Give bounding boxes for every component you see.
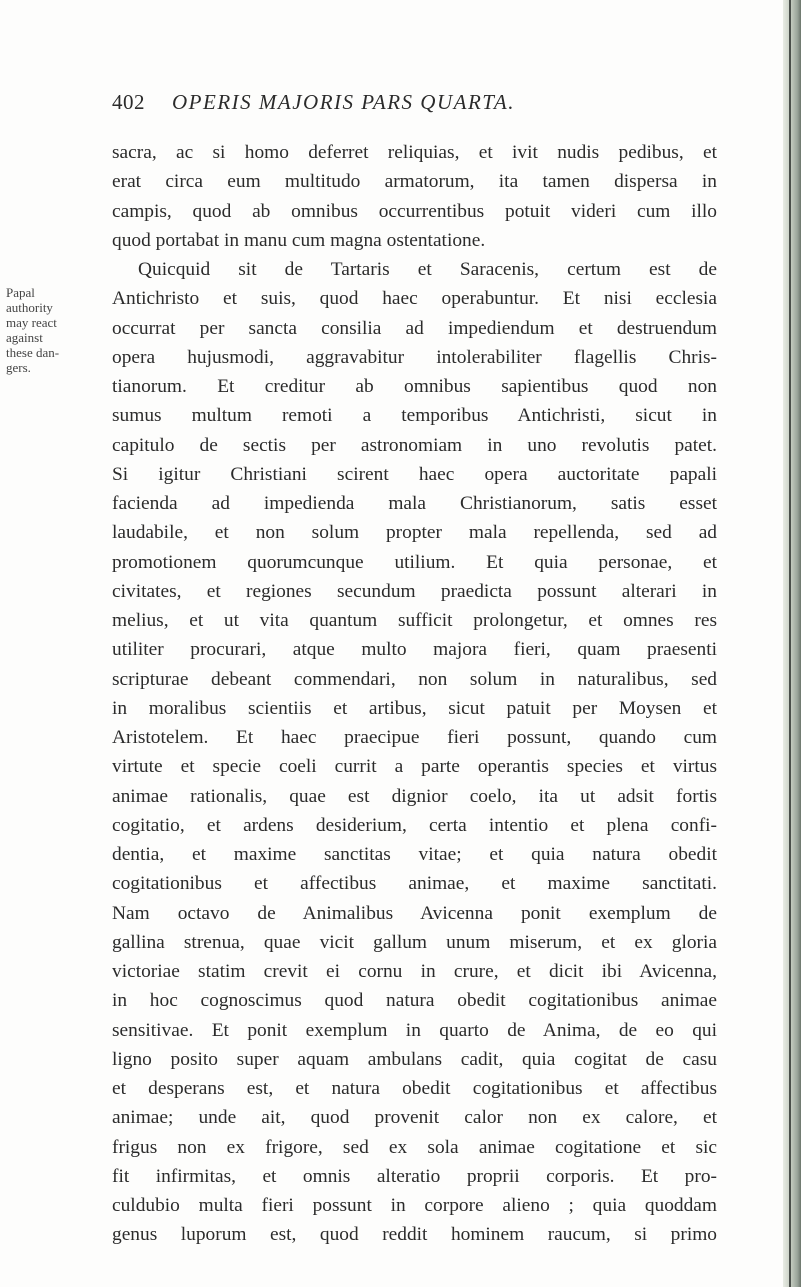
- text-line: virtute et specie coeli currit a parte operantis species et virtus: [112, 756, 717, 778]
- text-line: sensitivae. Et ponit exemplum in quarto de Anima, de eo qui: [112, 1019, 717, 1041]
- margin-note-line: against: [6, 330, 43, 345]
- text-line: Antichristo et suis, quod haec operabuntur. Et nisi ecclesia: [112, 288, 717, 310]
- text-line: promotionem quorumcunque utilium. Et quia personae, et: [112, 551, 717, 573]
- binding-edge: [789, 0, 791, 1287]
- margin-note-line: authority: [6, 300, 53, 315]
- text-line: laudabile, et non solum propter mala repellenda, sed ad: [112, 522, 717, 544]
- text-line: Quicquid sit de Tartaris et Saracenis, certum est de: [138, 259, 717, 280]
- text-line: culdubio multa fieri possunt in corpore alieno ; quia quoddam: [112, 1195, 717, 1216]
- text-line: cogitatio, et ardens desiderium, certa intentio et plena confi-: [112, 814, 717, 836]
- margin-note-line: these dan-: [6, 345, 60, 360]
- text-line: gallina strenua, quae vicit gallum unum miserum, et ex gloria: [112, 931, 717, 953]
- text-line: opera hujusmodi, aggravabitur intolerabiliter flagellis Chris-: [112, 346, 717, 368]
- text-line: Aristotelem. Et haec praecipue fieri possunt, quando cum: [112, 727, 717, 748]
- text-line: animae; unde ait, quod provenit calor non ex calore, et: [112, 1107, 717, 1129]
- text-line: melius, et ut vita quantum sufficit prolongetur, et omnes res: [112, 610, 717, 631]
- text-line: genus luporum est, quod reddit hominem raucum, si primo: [112, 1224, 717, 1246]
- text-line: facienda ad impedienda mala Christianorum, satis esset: [112, 493, 717, 514]
- text-line: et desperans est, et natura obedit cogitationibus et affectibus: [112, 1078, 717, 1099]
- page-edge-shadow: [783, 0, 801, 1287]
- text-line: erat circa eum multitudo armatorum, ita tamen dispersa in: [112, 171, 717, 193]
- running-title: OPERIS MAJORIS PARS QUARTA.: [172, 90, 515, 114]
- text-line: scripturae debeant commendari, non solum in naturalibus, sed: [112, 668, 717, 690]
- text-line: in hoc cognoscimus quod natura obedit cogitationibus animae: [112, 990, 717, 1012]
- margin-note: [6, 285, 90, 375]
- page-number: 402: [112, 90, 145, 114]
- text-line: civitates, et regiones secundum praedicta possunt alterari in: [112, 580, 717, 602]
- text-line: Si igitur Christiani scirent haec opera auctoritate papali: [112, 463, 717, 485]
- margin-note-line: may react: [6, 315, 57, 330]
- text-line: victoriae statim crevit ei cornu in crure, et dicit ibi Avicenna,: [112, 961, 717, 982]
- text-line: cogitationibus et affectibus animae, et maxime sanctitati.: [112, 873, 717, 895]
- text-line: sacra, ac si homo deferret reliquias, et ivit nudis pedibus, et: [112, 142, 717, 163]
- text-line: utiliter procurari, atque multo majora fieri, quam praesenti: [112, 639, 717, 661]
- text-line: campis, quod ab omnibus occurrentibus potuit videri cum illo: [112, 200, 717, 222]
- text-line: frigus non ex frigore, sed ex sola animae cogitatione et sic: [112, 1136, 717, 1158]
- text-line: dentia, et maxime sanctitas vitae; et quia natura obedit: [112, 844, 717, 865]
- margin-note-line: gers.: [6, 360, 31, 375]
- text-line: capitulo de sectis per astronomiam in uno revolutis patet.: [112, 434, 717, 456]
- text-line: animae rationalis, quae est dignior coelo, ita ut adsit fortis: [112, 785, 717, 807]
- text-line: sumus multum remoti a temporibus Antichristi, sicut in: [112, 405, 717, 427]
- text-line: quod portabat in manu cum magna ostentatione.: [112, 229, 486, 251]
- text-line: in moralibus scientiis et artibus, sicut patuit per Moysen et: [112, 697, 717, 719]
- margin-note-line: Papal: [6, 285, 35, 300]
- text-line: tianorum. Et creditur ab omnibus sapientibus quod non: [112, 376, 717, 397]
- page-header: [112, 90, 712, 120]
- text-line: occurrat per sancta consilia ad impediendum et destruendum: [112, 317, 717, 339]
- text-line: ligno posito super aquam ambulans cadit, quia cogitat de casu: [112, 1048, 717, 1070]
- text-line: fit infirmitas, et omnis alteratio proprii corporis. Et pro-: [112, 1165, 717, 1187]
- body-text: [112, 138, 717, 1250]
- text-line: Nam octavo de Animalibus Avicenna ponit exemplum de: [112, 902, 717, 924]
